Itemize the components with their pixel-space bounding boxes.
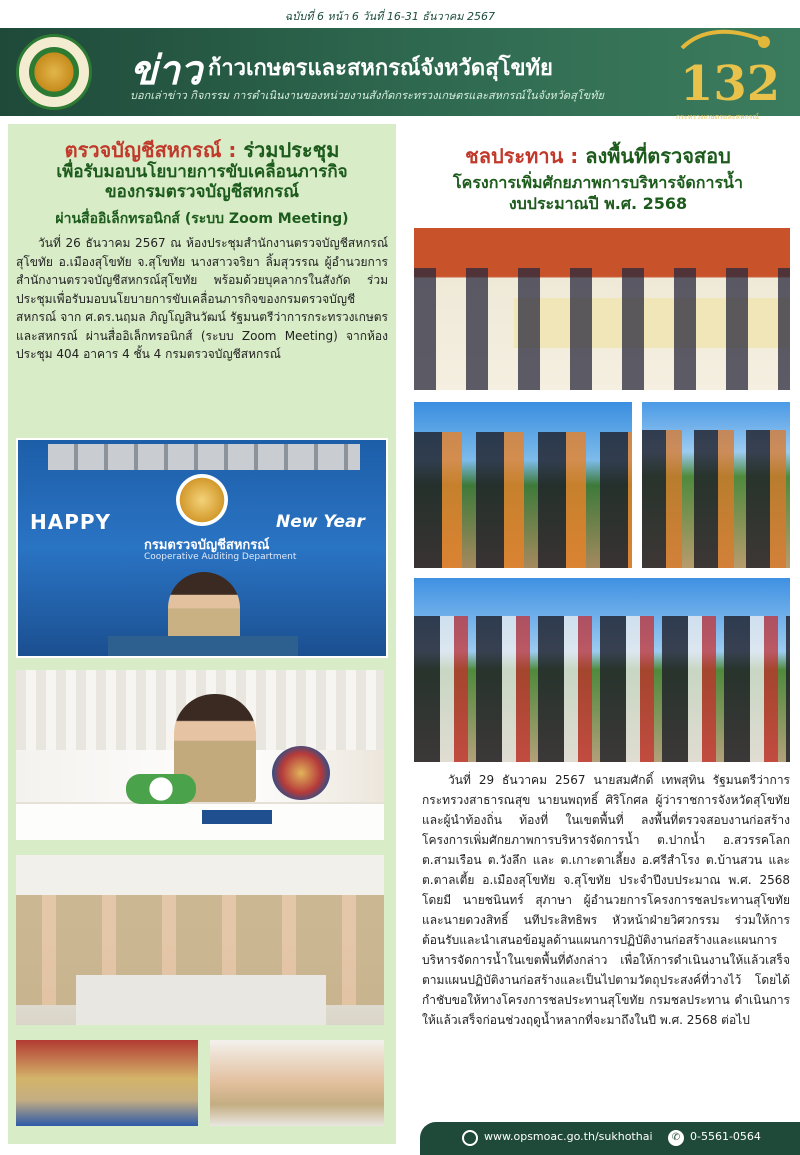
anniversary-subtext: กระทรวงเกษตรและสหกรณ์ bbox=[676, 113, 759, 121]
ministry-seal-logo bbox=[16, 34, 92, 110]
left-headline-line2 bbox=[16, 162, 388, 202]
zoom-participant-strip bbox=[48, 444, 360, 470]
site-inspection-photo-1 bbox=[414, 402, 632, 568]
left-headline-part3: ของกรมตรวจบัญชีสหกรณ์ bbox=[104, 182, 300, 202]
phone-number[interactable]: 0-5561-0564 bbox=[690, 1130, 761, 1143]
dept-name-th: กรมตรวจบัญชีสหกรณ์ bbox=[144, 538, 270, 553]
dept-emblem-icon bbox=[176, 474, 228, 526]
director-meeting-photo bbox=[16, 670, 384, 840]
happy-text: HAPPY bbox=[30, 510, 112, 534]
top-bar bbox=[0, 0, 800, 28]
anniversary-132-logo bbox=[672, 28, 794, 114]
site-group-photo bbox=[414, 578, 790, 762]
right-headline-part3: งบประมาณปี พ.ศ. 2568 bbox=[508, 194, 688, 213]
header-banner bbox=[0, 28, 800, 121]
right-article-body: วันที่ 29 ธันวาคม 2567 นายสมศักดิ์ เทพสุทิน รัฐมนตรีว่าการกระทรวงสาธารณสุข นายนพฤทธิ์ ศิริโกศล ผู้ว่าราชการจังหวัดสุโขทัย และผู้นำท้องถิ่น ท้องที่ ในเขตพื้นที่ ลงพื้นที่ตรวจสอบงานก่อสร้างโครงการเพิ่มศักยภาพการบริหารจัดการน้ำ ต.ปากน้ำ อ.สวรรคโลก ต.สามเรือน ต.วังลึก และ ต.เกาะตาเลี้ยง อ.ศรีสำโรง ต.บ้านสวน และ ต.ตาลเตี้ย อ.เมืองสุโขทัย จ.สุโขทัย ประจำปีงบประมาณ พ.ศ. 2568 โดยมี นายชนินทร์ สุภาษา ผู้อำนวยการโครงการชลประทานสุโขทัย และนายดวงสิทธิ์ นทีประสิทธิพร หัวหน้าฝ่ายวิศวกรรม ร่วมให้การต้อนรับและนำเสนอข้อมูลด้านแผนการปฏิบัติงานก่อสร้างและแผนการบริหารจัดการน้ำในเขตพื้นที่ดังกล่าว เพื่อให้การดำเนินงานให้แล้วเสร็จตามแผนปฏิบัติงานก่อสร้างและเป็นไปตามวัตถุประสงค์ที่วางไว้ โดยได้กำชับขอให้ทางโครงการชลประทานสุโขทัย กรมชลประทาน ดำเนินการให้แล้วเสร็จก่อนช่วงฤดูน้ำหลากที่จะมาถึงในปี พ.ศ. 2568 ต่อไป bbox=[422, 773, 790, 1027]
right-headline-part1: ลงพื้นที่ตรวจสอบ bbox=[585, 144, 731, 168]
zoom-meeting-photo bbox=[16, 438, 388, 658]
meeting-participants bbox=[414, 268, 790, 390]
newsletter-title-prefix: ข่าว bbox=[130, 48, 203, 94]
flower-arrangement bbox=[126, 774, 196, 804]
right-headline-line2 bbox=[402, 172, 794, 214]
left-headline-part4: ผ่านสื่ออิเล็กทรอนิกส์ (ระบบ Zoom Meeting) bbox=[55, 211, 349, 227]
left-headline-part2: เพื่อรับมอบนโยบายการขับเคลื่อนภารกิจ bbox=[56, 162, 348, 182]
left-agency-name: ตรวจบัญชีสหกรณ์ : bbox=[64, 138, 237, 162]
site-inspection-photo-2 bbox=[642, 402, 790, 568]
staff-photo-right bbox=[210, 1040, 384, 1126]
right-agency-name: ชลประทาน : bbox=[465, 144, 579, 168]
anniversary-number: 132 bbox=[680, 56, 781, 112]
newsletter-title: ก้าวเกษตรและสหกรณ์จังหวัดสุโขทัย bbox=[208, 56, 553, 81]
irrigation-meeting-photo bbox=[414, 228, 790, 390]
site-group-figures bbox=[414, 616, 790, 762]
staff-group-photo bbox=[16, 855, 384, 1025]
globe-icon bbox=[462, 1130, 478, 1146]
right-headline-line1 bbox=[402, 140, 794, 172]
inspection-group-2 bbox=[642, 430, 790, 568]
right-headline-part2: โครงการเพิ่มศักยภาพการบริหารจัดการน้ำ bbox=[453, 173, 743, 192]
new-year-text: New Year bbox=[276, 512, 365, 532]
newsletter-subtitle: บอกเล่าข่าว กิจกรรม การดำเนินงานของหน่วยงานสังกัดกระทรวงเกษตรและสหกรณ์ในจังหวัดสุโขทัย bbox=[130, 89, 604, 102]
conference-table bbox=[76, 975, 326, 1025]
inspection-group-1 bbox=[414, 432, 632, 568]
meeting-table bbox=[16, 802, 384, 840]
phone-icon: ✆ bbox=[668, 1130, 684, 1146]
crest-icon bbox=[272, 746, 330, 800]
seal-emblem-icon bbox=[29, 47, 79, 97]
footer-bar bbox=[420, 1122, 800, 1155]
website-link[interactable]: www.opsmoac.go.th/sukhothai bbox=[484, 1130, 653, 1143]
left-headline-part1: ร่วมประชุม bbox=[243, 138, 340, 162]
staff-photo-left bbox=[16, 1040, 198, 1126]
left-article-body: วันที่ 26 ธันวาคม 2567 ณ ห้องประชุมสำนักงานตรวจบัญชีสหกรณ์สุโขทัย อ.เมืองสุโขทัย จ.สุโขทัย นางสาวจริยา ลิ้มสุวรรณ ผู้อำนวยการสำนักงานตรวจบัญชีสหกรณ์สุโขทัย พร้อมด้วยบุคลากรในสังกัด ร่วมประชุมเพื่อรับมอบนโยบายการขับเคลื่อนภารกิจของกรมตรวจบัญชีสหกรณ์ จาก ศ.ดร.นฤมล ภิญโญสินวัฒน์ รัฐมนตรีว่าการกระทรวงเกษตรและสหกรณ์ ผ่านสื่ออิเล็กทรอนิกส์ (ระบบ Zoom Meeting) จากห้องประชุม 404 อาคาร 4 ชั้น 4 กรมตรวจบัญชีสหกรณ์ bbox=[16, 236, 388, 361]
issue-info: ฉบับที่ 6 หน้า 6 วันที่ 16-31 ธันวาคม 2567 bbox=[284, 10, 495, 23]
speaker-desk bbox=[108, 636, 298, 658]
name-plate bbox=[202, 810, 272, 824]
dept-name-en: Cooperative Auditing Department bbox=[144, 552, 297, 562]
